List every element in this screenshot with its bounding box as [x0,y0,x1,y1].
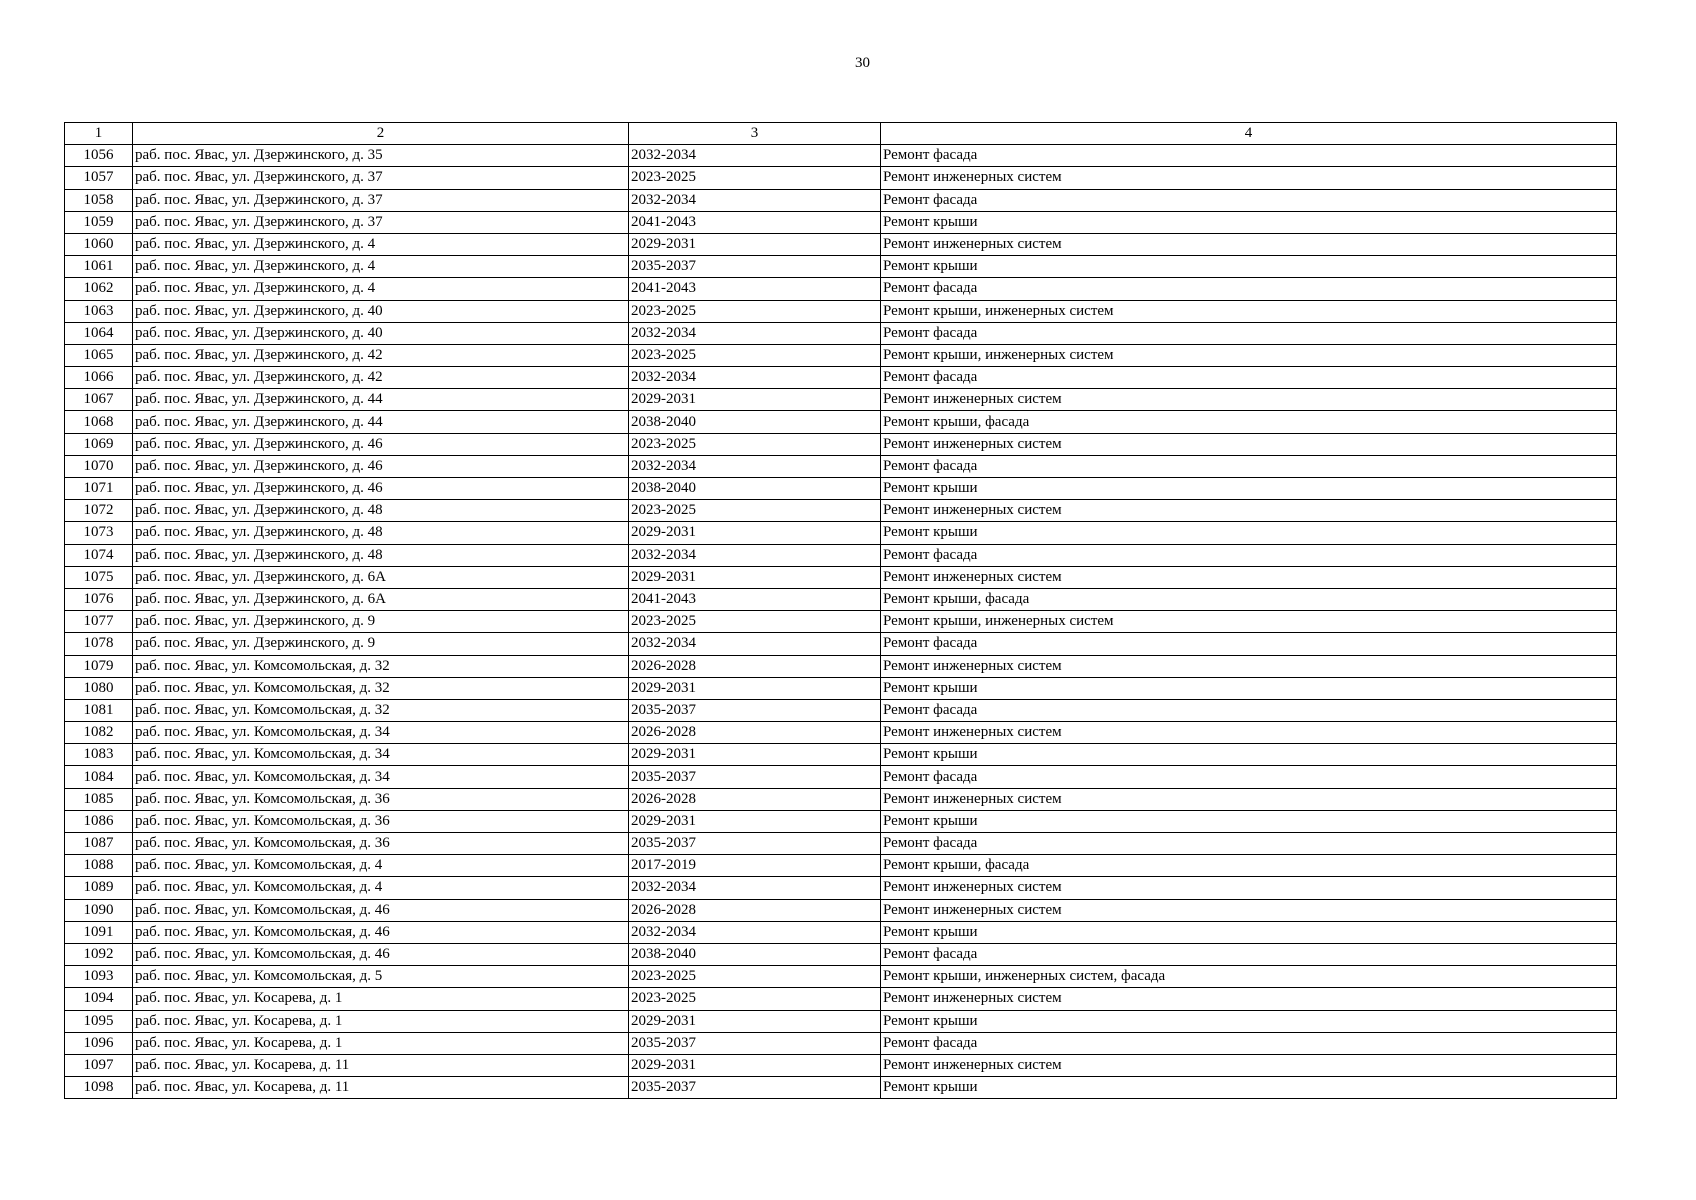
table-row [65,1054,1617,1076]
work-type-cell: Ремонт крыши, инженерных систем [881,611,1617,633]
work-type-cell: Ремонт фасада [881,943,1617,965]
address-cell: раб. пос. Явас, ул. Дзержинского, д. 46 [133,433,629,455]
work-type-cell: Ремонт крыши [881,677,1617,699]
period-cell: 2023-2025 [629,988,881,1010]
work-type-cell: Ремонт инженерных систем [881,167,1617,189]
work-type-cell: Ремонт инженерных систем [881,500,1617,522]
work-type-cell: Ремонт крыши [881,921,1617,943]
row-number: 1068 [65,411,133,433]
address-cell: раб. пос. Явас, ул. Дзержинского, д. 37 [133,189,629,211]
row-number: 1067 [65,389,133,411]
table-row [65,167,1617,189]
row-number: 1088 [65,855,133,877]
table-row [65,633,1617,655]
address-cell: раб. пос. Явас, ул. Комсомольская, д. 5 [133,966,629,988]
period-cell: 2026-2028 [629,899,881,921]
table-row [65,810,1617,832]
period-cell: 2035-2037 [629,833,881,855]
row-number: 1076 [65,588,133,610]
row-number: 1077 [65,611,133,633]
row-number: 1083 [65,744,133,766]
table-row [65,544,1617,566]
address-cell: раб. пос. Явас, ул. Комсомольская, д. 46 [133,899,629,921]
address-cell: раб. пос. Явас, ул. Косарева, д. 11 [133,1054,629,1076]
period-cell: 2032-2034 [629,145,881,167]
period-cell: 2032-2034 [629,544,881,566]
work-type-cell: Ремонт крыши [881,744,1617,766]
row-number: 1084 [65,766,133,788]
table-row [65,588,1617,610]
header-col-3: 3 [629,123,881,145]
period-cell: 2035-2037 [629,699,881,721]
row-number: 1081 [65,699,133,721]
address-cell: раб. пос. Явас, ул. Дзержинского, д. 46 [133,478,629,500]
table-row [65,655,1617,677]
address-cell: раб. пос. Явас, ул. Косарева, д. 1 [133,1010,629,1032]
work-type-cell: Ремонт крыши [881,1010,1617,1032]
table-row [65,877,1617,899]
work-type-cell: Ремонт фасада [881,699,1617,721]
period-cell: 2023-2025 [629,500,881,522]
period-cell: 2023-2025 [629,167,881,189]
row-number: 1090 [65,899,133,921]
period-cell: 2023-2025 [629,344,881,366]
table-row [65,943,1617,965]
row-number: 1094 [65,988,133,1010]
period-cell: 2023-2025 [629,611,881,633]
table-body [65,145,1617,1099]
table-row [65,522,1617,544]
work-type-cell: Ремонт крыши, фасада [881,411,1617,433]
period-cell: 2029-2031 [629,1054,881,1076]
table-row [65,1010,1617,1032]
period-cell: 2026-2028 [629,722,881,744]
period-cell: 2035-2037 [629,766,881,788]
period-cell: 2029-2031 [629,566,881,588]
table-row [65,722,1617,744]
work-type-cell: Ремонт фасада [881,833,1617,855]
row-number: 1058 [65,189,133,211]
header-col-2: 2 [133,123,629,145]
address-cell: раб. пос. Явас, ул. Комсомольская, д. 36 [133,788,629,810]
period-cell: 2017-2019 [629,855,881,877]
table-row [65,433,1617,455]
work-type-cell: Ремонт инженерных систем [881,1054,1617,1076]
address-cell: раб. пос. Явас, ул. Дзержинского, д. 40 [133,322,629,344]
address-cell: раб. пос. Явас, ул. Комсомольская, д. 32 [133,655,629,677]
address-cell: раб. пос. Явас, ул. Дзержинского, д. 4 [133,256,629,278]
address-cell: раб. пос. Явас, ул. Дзержинского, д. 40 [133,300,629,322]
row-number: 1056 [65,145,133,167]
table-row [65,278,1617,300]
address-cell: раб. пос. Явас, ул. Комсомольская, д. 4 [133,855,629,877]
address-cell: раб. пос. Явас, ул. Комсомольская, д. 36 [133,833,629,855]
period-cell: 2035-2037 [629,256,881,278]
table-row [65,855,1617,877]
work-type-cell: Ремонт инженерных систем [881,433,1617,455]
address-cell: раб. пос. Явас, ул. Комсомольская, д. 46 [133,921,629,943]
address-cell: раб. пос. Явас, ул. Дзержинского, д. 37 [133,211,629,233]
row-number: 1096 [65,1032,133,1054]
period-cell: 2029-2031 [629,744,881,766]
work-type-cell: Ремонт инженерных систем [881,566,1617,588]
period-cell: 2032-2034 [629,877,881,899]
address-cell: раб. пос. Явас, ул. Дзержинского, д. 4 [133,278,629,300]
table-row [65,788,1617,810]
row-number: 1082 [65,722,133,744]
table-row [65,455,1617,477]
row-number: 1074 [65,544,133,566]
work-type-cell: Ремонт крыши, инженерных систем, фасада [881,966,1617,988]
table-row [65,389,1617,411]
row-number: 1073 [65,522,133,544]
table-row [65,744,1617,766]
row-number: 1071 [65,478,133,500]
address-cell: раб. пос. Явас, ул. Дзержинского, д. 9 [133,633,629,655]
work-type-cell: Ремонт фасада [881,322,1617,344]
period-cell: 2023-2025 [629,300,881,322]
work-type-cell: Ремонт крыши, фасада [881,588,1617,610]
table-row [65,367,1617,389]
row-number: 1091 [65,921,133,943]
table-row [65,988,1617,1010]
period-cell: 2032-2034 [629,367,881,389]
work-type-cell: Ремонт инженерных систем [881,899,1617,921]
table-row [65,699,1617,721]
table-row [65,145,1617,167]
work-type-cell: Ремонт крыши [881,1077,1617,1099]
address-cell: раб. пос. Явас, ул. Комсомольская, д. 34 [133,744,629,766]
table-row [65,766,1617,788]
table-row [65,966,1617,988]
period-cell: 2029-2031 [629,1010,881,1032]
table-header [65,123,1617,145]
period-cell: 2029-2031 [629,810,881,832]
address-cell: раб. пос. Явас, ул. Дзержинского, д. 42 [133,344,629,366]
row-number: 1085 [65,788,133,810]
table-row [65,478,1617,500]
row-number: 1057 [65,167,133,189]
table-row [65,899,1617,921]
row-number: 1098 [65,1077,133,1099]
row-number: 1079 [65,655,133,677]
table-row [65,300,1617,322]
address-cell: раб. пос. Явас, ул. Комсомольская, д. 46 [133,943,629,965]
work-type-cell: Ремонт фасада [881,633,1617,655]
period-cell: 2041-2043 [629,588,881,610]
row-number: 1072 [65,500,133,522]
work-type-cell: Ремонт фасада [881,455,1617,477]
row-number: 1095 [65,1010,133,1032]
period-cell: 2035-2037 [629,1077,881,1099]
address-cell: раб. пос. Явас, ул. Комсомольская, д. 34 [133,722,629,744]
table-row [65,189,1617,211]
address-cell: раб. пос. Явас, ул. Дзержинского, д. 42 [133,367,629,389]
row-number: 1097 [65,1054,133,1076]
work-type-cell: Ремонт крыши, инженерных систем [881,344,1617,366]
work-type-cell: Ремонт инженерных систем [881,655,1617,677]
table-row [65,1077,1617,1099]
row-number: 1061 [65,256,133,278]
row-number: 1089 [65,877,133,899]
period-cell: 2029-2031 [629,233,881,255]
header-row [65,123,1617,145]
work-type-cell: Ремонт фасада [881,145,1617,167]
period-cell: 2035-2037 [629,1032,881,1054]
work-type-cell: Ремонт фасада [881,367,1617,389]
table-row [65,833,1617,855]
work-type-cell: Ремонт инженерных систем [881,722,1617,744]
table-row [65,211,1617,233]
work-type-cell: Ремонт инженерных систем [881,233,1617,255]
address-cell: раб. пос. Явас, ул. Комсомольская, д. 32 [133,699,629,721]
table-row [65,411,1617,433]
work-type-cell: Ремонт крыши [881,478,1617,500]
address-cell: раб. пос. Явас, ул. Косарева, д. 1 [133,988,629,1010]
address-cell: раб. пос. Явас, ул. Дзержинского, д. 46 [133,455,629,477]
work-type-cell: Ремонт крыши, инженерных систем [881,300,1617,322]
period-cell: 2038-2040 [629,478,881,500]
table-row [65,256,1617,278]
table-row [65,566,1617,588]
row-number: 1087 [65,833,133,855]
header-col-4: 4 [881,123,1617,145]
repair-schedule-table [64,122,1617,1099]
work-type-cell: Ремонт крыши, фасада [881,855,1617,877]
address-cell: раб. пос. Явас, ул. Косарева, д. 1 [133,1032,629,1054]
address-cell: раб. пос. Явас, ул. Комсомольская, д. 34 [133,766,629,788]
row-number: 1059 [65,211,133,233]
address-cell: раб. пос. Явас, ул. Комсомольская, д. 32 [133,677,629,699]
row-number: 1066 [65,367,133,389]
work-type-cell: Ремонт крыши [881,522,1617,544]
table-row [65,921,1617,943]
period-cell: 2032-2034 [629,455,881,477]
period-cell: 2038-2040 [629,943,881,965]
period-cell: 2041-2043 [629,278,881,300]
address-cell: раб. пос. Явас, ул. Дзержинского, д. 44 [133,389,629,411]
row-number: 1093 [65,966,133,988]
work-type-cell: Ремонт инженерных систем [881,877,1617,899]
work-type-cell: Ремонт фасада [881,544,1617,566]
period-cell: 2029-2031 [629,389,881,411]
period-cell: 2032-2034 [629,189,881,211]
table-row [65,344,1617,366]
work-type-cell: Ремонт инженерных систем [881,389,1617,411]
table-row [65,611,1617,633]
period-cell: 2032-2034 [629,322,881,344]
page-number: 30 [855,55,870,71]
row-number: 1064 [65,322,133,344]
period-cell: 2029-2031 [629,522,881,544]
work-type-cell: Ремонт крыши [881,256,1617,278]
address-cell: раб. пос. Явас, ул. Дзержинского, д. 44 [133,411,629,433]
work-type-cell: Ремонт крыши [881,211,1617,233]
address-cell: раб. пос. Явас, ул. Косарева, д. 11 [133,1077,629,1099]
period-cell: 2032-2034 [629,633,881,655]
header-col-1: 1 [65,123,133,145]
row-number: 1062 [65,278,133,300]
row-number: 1069 [65,433,133,455]
address-cell: раб. пос. Явас, ул. Дзержинского, д. 35 [133,145,629,167]
work-type-cell: Ремонт инженерных систем [881,788,1617,810]
address-cell: раб. пос. Явас, ул. Дзержинского, д. 6А [133,566,629,588]
period-cell: 2038-2040 [629,411,881,433]
row-number: 1080 [65,677,133,699]
work-type-cell: Ремонт крыши [881,810,1617,832]
row-number: 1070 [65,455,133,477]
row-number: 1086 [65,810,133,832]
table-row [65,233,1617,255]
address-cell: раб. пос. Явас, ул. Комсомольская, д. 4 [133,877,629,899]
address-cell: раб. пос. Явас, ул. Дзержинского, д. 48 [133,522,629,544]
period-cell: 2041-2043 [629,211,881,233]
table-row [65,677,1617,699]
row-number: 1075 [65,566,133,588]
period-cell: 2026-2028 [629,655,881,677]
work-type-cell: Ремонт фасада [881,766,1617,788]
period-cell: 2029-2031 [629,677,881,699]
table-row [65,1032,1617,1054]
period-cell: 2026-2028 [629,788,881,810]
row-number: 1060 [65,233,133,255]
period-cell: 2023-2025 [629,433,881,455]
row-number: 1063 [65,300,133,322]
address-cell: раб. пос. Явас, ул. Дзержинского, д. 4 [133,233,629,255]
address-cell: раб. пос. Явас, ул. Дзержинского, д. 9 [133,611,629,633]
row-number: 1065 [65,344,133,366]
address-cell: раб. пос. Явас, ул. Дзержинского, д. 48 [133,544,629,566]
table-row [65,322,1617,344]
work-type-cell: Ремонт фасада [881,189,1617,211]
row-number: 1078 [65,633,133,655]
period-cell: 2023-2025 [629,966,881,988]
work-type-cell: Ремонт фасада [881,278,1617,300]
address-cell: раб. пос. Явас, ул. Комсомольская, д. 36 [133,810,629,832]
address-cell: раб. пос. Явас, ул. Дзержинского, д. 37 [133,167,629,189]
table-row [65,500,1617,522]
work-type-cell: Ремонт инженерных систем [881,988,1617,1010]
work-type-cell: Ремонт фасада [881,1032,1617,1054]
row-number: 1092 [65,943,133,965]
address-cell: раб. пос. Явас, ул. Дзержинского, д. 6А [133,588,629,610]
address-cell: раб. пос. Явас, ул. Дзержинского, д. 48 [133,500,629,522]
period-cell: 2032-2034 [629,921,881,943]
